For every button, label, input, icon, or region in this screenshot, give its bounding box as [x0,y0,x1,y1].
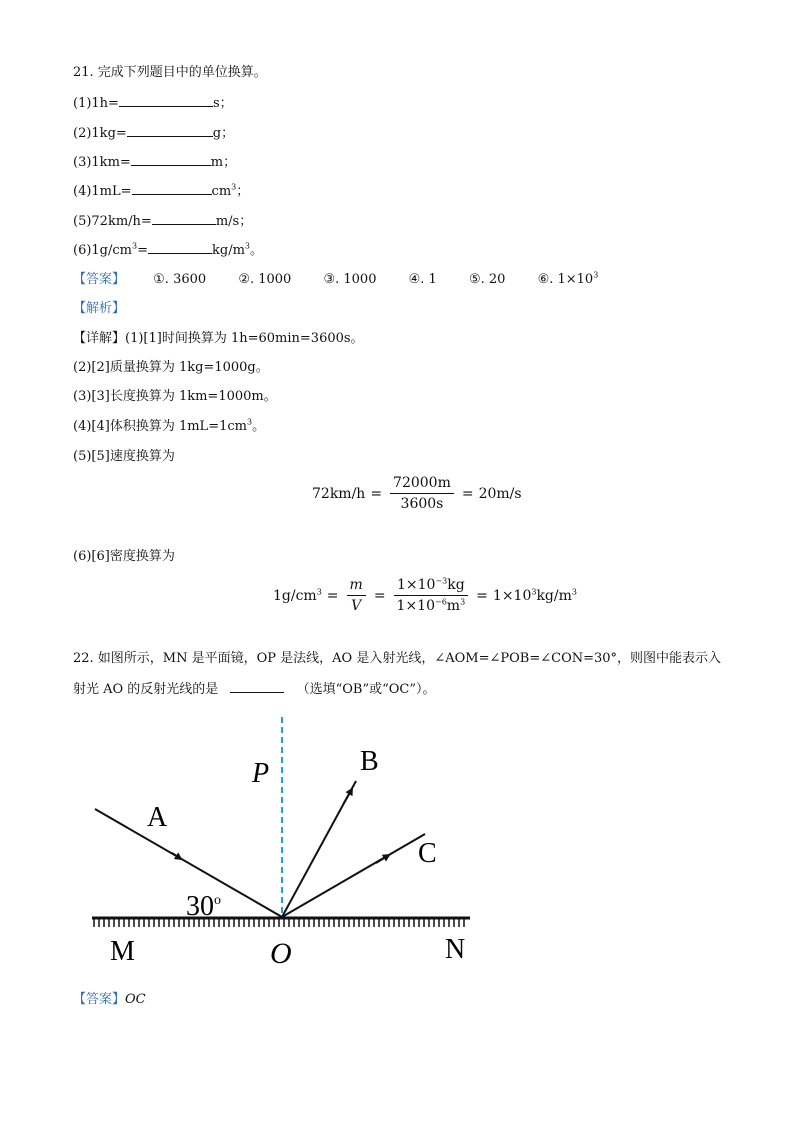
formula-density: $1g/cm^3$ = $\frac{m}{V}$ = $\frac{1\times 10^{-3}kg}{1\times 10^{-6}m^3}$ = $1\times 10^3kg/m^3$ [273,576,577,614]
q21-answer-line [73,271,598,289]
q21-item-3: (3)1km= m； [73,155,237,170]
label-a: A [147,802,168,833]
label-c: C [418,838,437,869]
answer-item: ②. 1000 [238,272,292,287]
answer-blank[interactable] [131,153,211,166]
answer-blank[interactable] [132,182,212,195]
answer-blank[interactable] [230,680,284,693]
answer-blank[interactable] [119,94,213,107]
answer-item: ⑥. $1\times 10^3$ [537,270,599,287]
q21-title: 21. 完成下列题目中的单位换算。 [73,65,267,80]
fraction: $\frac{m}{V}$ [347,577,366,614]
label-n: N [445,934,466,965]
answer-blank[interactable] [127,124,213,137]
arrow-on-oc [376,855,389,863]
answer-item: ④. 1 [408,272,437,287]
detail-1: 【详解】(1)[1]时间换算为 1h=60min=3600s。 [73,331,364,346]
label-m: M [110,936,135,967]
q21-item-1: (1)1h= s； [73,96,233,111]
q22-line2: 射光 AO 的反射光线的是 （选填“OB”或“OC”）。 [73,682,436,697]
label-o: O [270,937,292,970]
answer-label: 【答案】 [73,992,126,1007]
mirror-hatching [94,918,464,927]
answer-item: ①. 3600 [153,272,207,287]
q21-item-6: $(6)1g/cm^3= kg/m^3$。 [73,241,264,258]
detail-label: 【详解】 [73,331,126,346]
detail-3: (3)[3]长度换算为 1km=1000m。 [73,389,277,404]
formula-speed: 72km/h = $\frac{72000m}{3600s}$ = 20m/s [312,475,522,512]
q21-item-2: (2)1kg= g； [73,126,235,141]
angle-label: 30$^o$ [186,891,221,922]
detail-6: (6)[6]密度换算为 [73,549,175,564]
detail-4: (4)[4]体积换算为 $1mL=1cm^3$。 [73,417,266,434]
q22-answer-line [73,991,146,1009]
answer-value: OC [125,992,146,1007]
analysis-label: 【解析】 [73,301,126,316]
answer-item: ③. 1000 [323,272,377,287]
reflection-diagram [80,705,500,975]
answer-blank[interactable] [152,212,216,225]
q21-item-4: $(4)1mL= cm^3$； [73,182,250,199]
fraction: $\frac{1\times 10^{-3}kg}{1\times 10^{-6}m^3}$ [394,577,469,614]
q21-item-5: (5)72km/h= m/s； [73,214,253,229]
arrow-on-ob [344,789,352,803]
detail-2: (2)[2]质量换算为 1kg=1000g。 [73,360,269,375]
answer-item: ⑤. 20 [468,272,506,287]
label-p: P [252,758,270,789]
fraction: $\frac{72000m}{3600s}$ [390,475,454,512]
detail-5: (5)[5]速度换算为 [73,449,175,464]
answer-label: 【答案】 [73,272,126,287]
arrow-on-ao [172,853,181,859]
answer-blank[interactable] [148,241,212,254]
label-b: B [360,746,379,777]
q22-line1: 22. 如图所示，MN 是平面镜，OP 是法线，AO 是入射光线，∠AOM=∠POB=∠CON=30°，则图中能表示入 [73,651,722,666]
